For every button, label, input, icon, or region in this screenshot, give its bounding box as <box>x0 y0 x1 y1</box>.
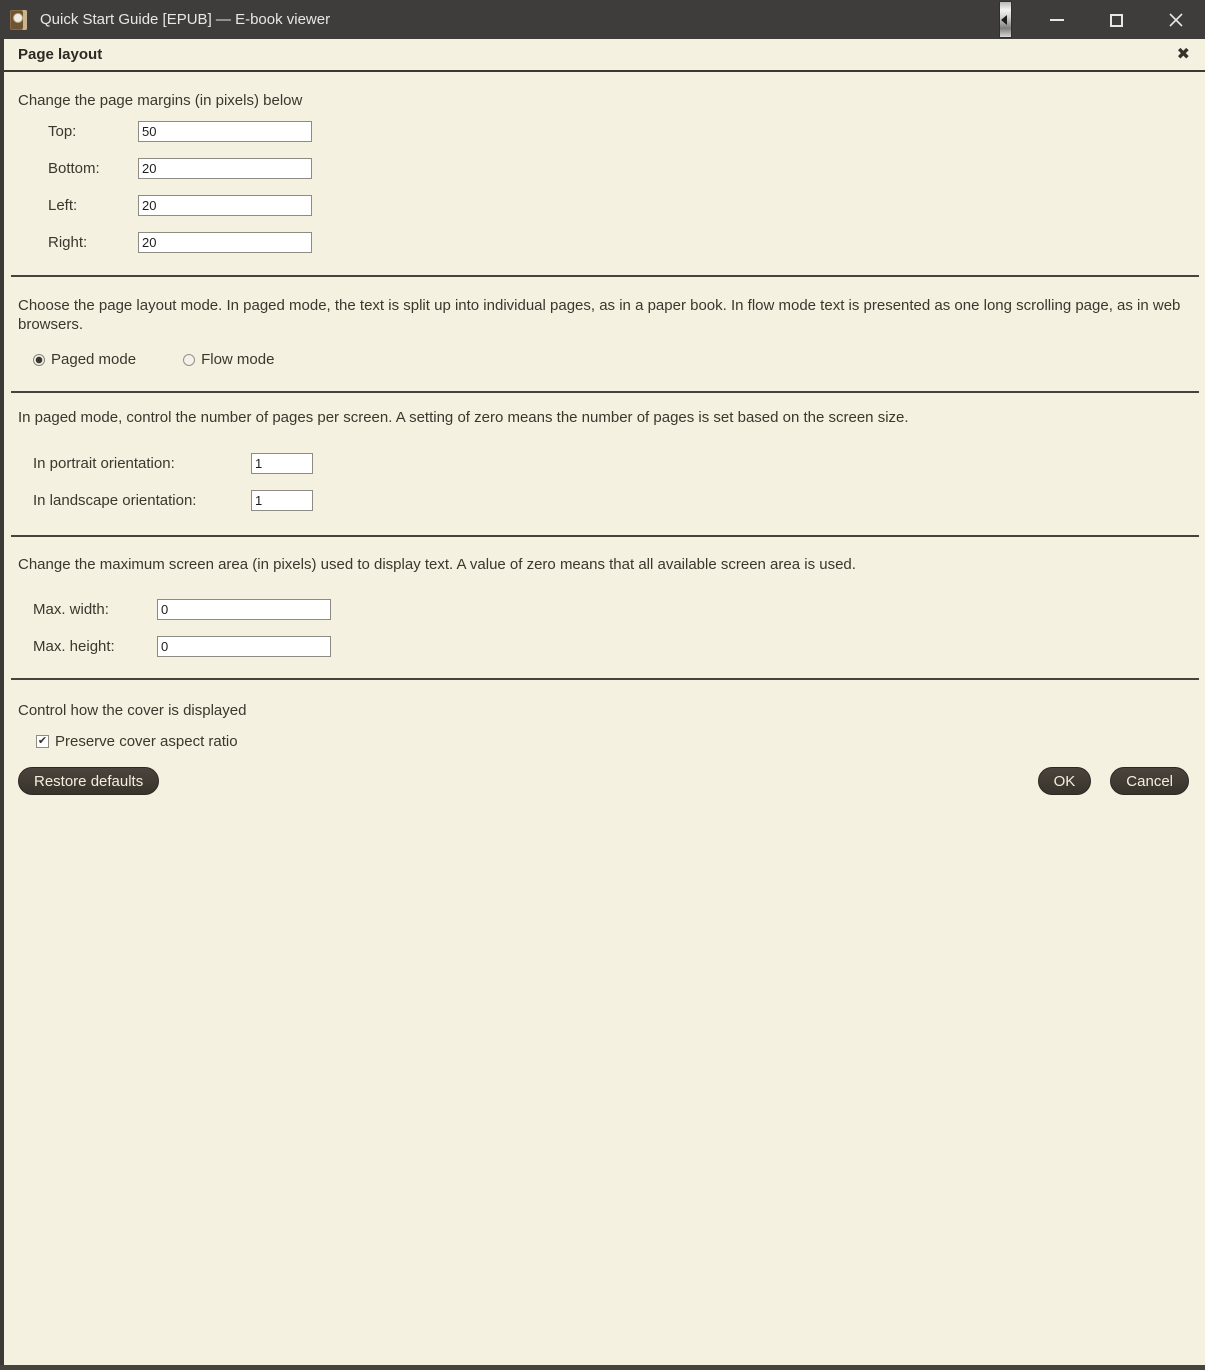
cover-section-heading: Control how the cover is displayed <box>18 702 247 719</box>
ebook-viewer-app-icon <box>9 8 29 32</box>
margins-section-heading: Change the page margins (in pixels) below <box>18 92 303 109</box>
dialog-button-row <box>18 767 1197 795</box>
flow-mode-label: Flow mode <box>201 351 275 368</box>
bottom-edge-strip <box>0 1365 1205 1370</box>
portrait-orientation-input[interactable] <box>251 453 313 474</box>
dialog-content <box>4 91 1205 795</box>
flow-mode-radio[interactable] <box>183 351 274 368</box>
margin-right-label: Right: <box>48 234 88 251</box>
separator <box>11 391 1199 393</box>
maximize-button[interactable] <box>1100 4 1132 36</box>
scrollbar-cursor-artifact <box>999 1 1012 38</box>
margin-left-row <box>48 195 1197 216</box>
margin-bottom-row <box>48 158 1197 179</box>
landscape-orientation-label: In landscape orientation: <box>33 492 197 509</box>
ok-button[interactable]: OK <box>1038 767 1092 795</box>
paged-mode-label: Paged mode <box>51 351 137 368</box>
minimize-icon <box>1050 19 1064 21</box>
checkbox-checked-icon: ✔ <box>37 734 48 747</box>
portrait-orientation-label: In portrait orientation: <box>33 455 175 472</box>
maximize-icon <box>1110 14 1123 27</box>
confirm-buttons <box>1038 767 1189 795</box>
margin-right-row <box>48 232 1197 253</box>
minimize-button[interactable] <box>1041 4 1073 36</box>
max-width-label: Max. width: <box>33 601 109 618</box>
page-layout-dialog <box>4 39 1205 795</box>
margins-fields <box>48 121 1197 253</box>
separator <box>11 678 1199 680</box>
margin-top-input[interactable] <box>138 121 312 142</box>
window-close-icon <box>1168 12 1184 28</box>
margin-top-label: Top: <box>48 123 77 140</box>
margin-right-input[interactable] <box>138 232 312 253</box>
max-screen-area-description: Change the maximum screen area (in pixels) used to display text. A value of zero means that all available screen area is used. <box>18 556 856 573</box>
window-title: Quick Start Guide [EPUB] — E-book viewer <box>40 11 331 28</box>
margin-left-label: Left: <box>48 197 78 214</box>
dialog-close-icon[interactable]: ✖ <box>1176 46 1190 63</box>
cancel-button[interactable]: Cancel <box>1110 767 1189 795</box>
radio-selected-icon <box>33 354 45 366</box>
margin-bottom-input[interactable] <box>138 158 312 179</box>
max-width-row <box>33 599 1197 620</box>
max-height-row <box>33 636 1197 657</box>
max-height-input[interactable] <box>157 636 331 657</box>
margin-left-input[interactable] <box>138 195 312 216</box>
restore-defaults-button[interactable]: Restore defaults <box>18 767 159 795</box>
dialog-title: Page layout <box>18 46 103 63</box>
separator <box>11 535 1199 537</box>
radio-unselected-icon <box>183 354 195 366</box>
preserve-cover-aspect-checkbox[interactable] <box>36 733 1197 750</box>
window-close-button[interactable] <box>1160 4 1192 36</box>
dialog-header <box>4 39 1205 72</box>
max-height-label: Max. height: <box>33 638 115 655</box>
margin-bottom-label: Bottom: <box>48 160 100 177</box>
paged-mode-radio[interactable] <box>33 351 136 368</box>
portrait-row <box>33 453 1197 474</box>
layout-mode-description: Choose the page layout mode. In paged mode, the text is split up into individual pages, as in a paper book. In flow mode text is presented as one long scrolling page, as in web browsers. <box>18 297 1181 333</box>
max-width-input[interactable] <box>157 599 331 620</box>
pages-per-screen-description: In paged mode, control the number of pages per screen. A setting of zero means the number of pages is set based on the screen size. <box>18 409 909 426</box>
separator <box>11 275 1199 277</box>
landscape-row <box>33 490 1197 511</box>
layout-mode-radio-group <box>33 351 1197 368</box>
pages-per-screen-fields <box>33 453 1197 511</box>
max-screen-area-fields <box>33 599 1197 657</box>
landscape-orientation-input[interactable] <box>251 490 313 511</box>
preserve-cover-aspect-label: Preserve cover aspect ratio <box>55 733 238 750</box>
margin-top-row <box>48 121 1197 142</box>
titlebar <box>0 0 1205 39</box>
